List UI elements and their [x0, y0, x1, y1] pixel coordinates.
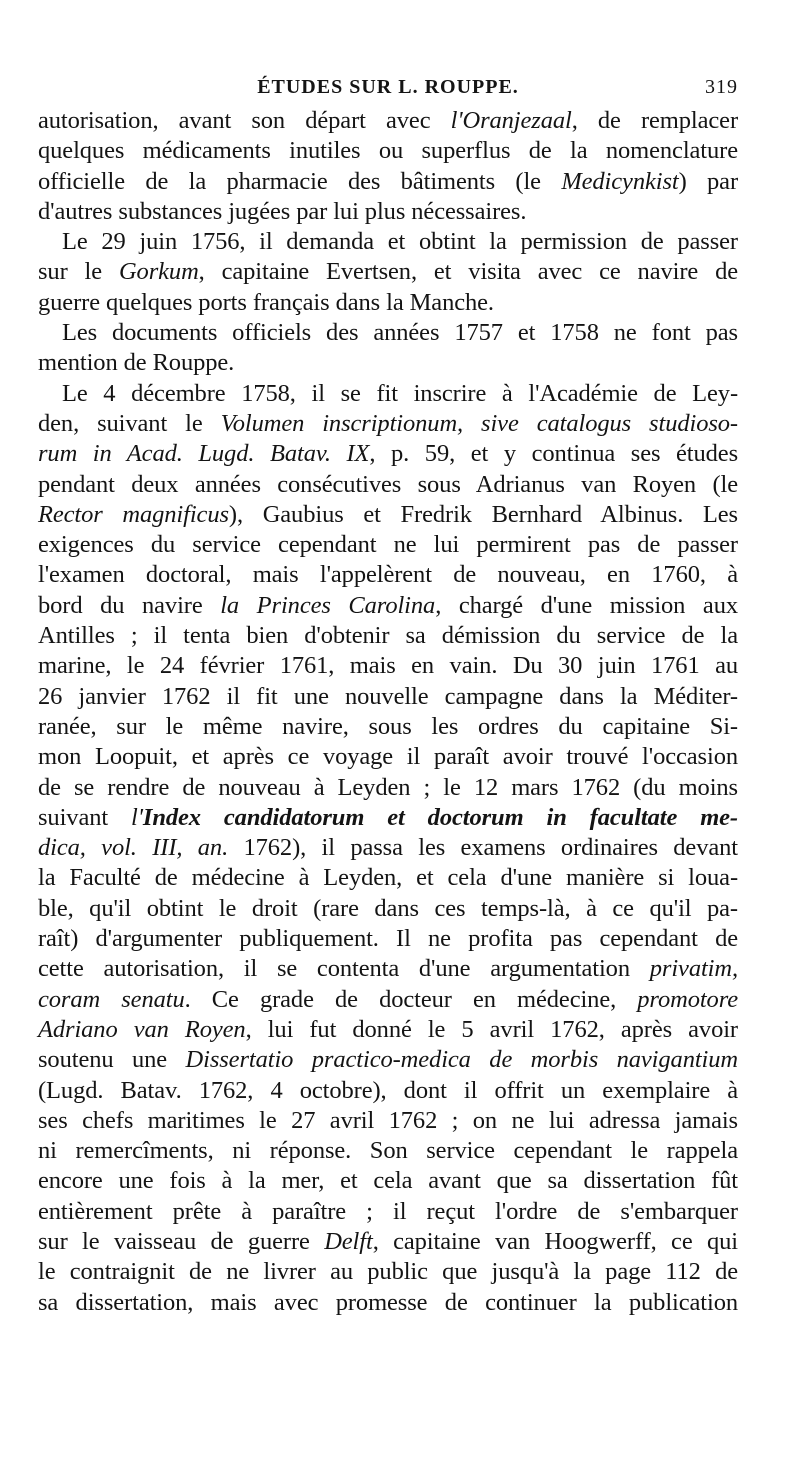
text-segment: ), Gaubius et Fredrik Bernhard Albinus. Les: [228, 500, 738, 528]
text-segment: pendant deux années consécutives sous Adrianus van Royen (le: [38, 470, 738, 498]
text-line: [38, 257, 738, 287]
text-segment: autorisation, avant son départ avec: [38, 107, 451, 134]
text-line: [38, 1076, 738, 1106]
italic-text: Dissertatio practico-medica de morbis navigantium: [185, 1046, 738, 1074]
italic-text: Rector magnificus: [38, 500, 229, 528]
text-line: [38, 1166, 738, 1196]
text-segment: raît) d'argumenter publiquement. Il ne profita pas cependant de: [38, 925, 738, 953]
text-segment: Antilles ; il tenta bien d'obtenir sa démission du service de la: [38, 622, 738, 650]
text-line: [38, 833, 738, 863]
text-line: [38, 288, 738, 318]
text-segment: , p. 59, et y continua ses études: [369, 440, 739, 468]
italic-text: promotore: [637, 985, 739, 1013]
running-head: [38, 70, 738, 106]
text-segment: ) par: [678, 167, 739, 195]
text-segment: , capitaine van Hoogwerff, ce qui: [372, 1227, 738, 1255]
text-segment: marine, le 24 février 1761, mais en vain. Du 30 juin 1761 au: [38, 652, 738, 680]
text-segment: ranée, sur le même navire, sous les ordres du capitaine Si-: [38, 712, 738, 740]
text-segment: le contraignit de ne livrer au public que jusqu'à la page 112 de: [38, 1258, 738, 1286]
text-line: [38, 773, 738, 803]
text-line: [38, 348, 738, 378]
text-line: [38, 197, 738, 227]
text-line: [38, 682, 738, 712]
book-page: [38, 70, 738, 1450]
text-segment: bord du navire: [38, 591, 221, 619]
italic-text: rum in Acad. Lugd. Batav. IX: [38, 440, 370, 468]
text-segment: . Ce grade de docteur en médecine,: [184, 985, 638, 1013]
text-segment: Le 29 juin 1756, il demanda et obtint la permission de passer: [62, 228, 738, 256]
text-line: [38, 167, 738, 197]
text-line: [38, 591, 738, 621]
text-segment: l'examen doctoral, mais l'appelèrent de nouveau, en 1760, à: [38, 561, 738, 589]
italic-text: l': [131, 803, 143, 831]
text-segment: , chargé d'une mission aux: [435, 591, 739, 619]
italic-text: coram senatu: [38, 985, 185, 1013]
text-segment: d'autres substances jugées par lui plus nécessaires.: [38, 197, 527, 225]
text-line: [38, 439, 738, 469]
text-line: [38, 379, 738, 409]
text-segment: (Lugd. Batav. 1762, 4 octobre), dont il offrit un exemplaire à: [38, 1076, 738, 1104]
text-segment: 1762), il passa les examens ordinaires devant: [228, 834, 738, 862]
text-segment: de se rendre de nouveau à Leyden ; le 12 mars 1762 (du moins: [38, 773, 738, 801]
italic-text: Gorkum: [118, 258, 199, 286]
text-segment: mention de Rouppe.: [38, 349, 235, 377]
text-line: [38, 985, 738, 1015]
text-line: [38, 1197, 738, 1227]
italic-text: privatim,: [649, 955, 738, 983]
text-segment: encore une fois à la mer, et cela avant que sa dissertation fût: [38, 1167, 738, 1195]
text-line: [38, 954, 738, 984]
text-line: [38, 1045, 738, 1075]
text-segment: den, suivant le: [38, 409, 221, 437]
text-line: [38, 500, 738, 530]
bold-italic-text: Index candidatorum et doctorum in facultate me-: [142, 803, 738, 831]
text-line: [38, 1257, 738, 1287]
text-line: [38, 863, 738, 893]
text-line: [38, 530, 738, 560]
text-segment: , de remplacer: [571, 107, 739, 134]
italic-text: Delft: [324, 1227, 373, 1255]
text-segment: soutenu une: [38, 1046, 186, 1074]
text-segment: sa dissertation, mais avec promesse de continuer la publication: [38, 1288, 738, 1316]
text-line: [38, 409, 738, 439]
text-segment: ni remercîments, ni réponse. Son service cependant le rappela: [38, 1137, 738, 1165]
italic-text: Adriano van Royen: [38, 1015, 246, 1043]
text-segment: Les documents officiels des années 1757 et 1758 ne font pas: [62, 319, 738, 347]
italic-text: l'Oranjezaal: [450, 107, 572, 134]
text-segment: Le 4 décembre 1758, il se fit inscrire à l'Académie de Ley-: [62, 379, 738, 407]
text-line: [38, 318, 738, 348]
text-line: [38, 621, 738, 651]
text-segment: guerre quelques ports français dans la Manche.: [38, 288, 494, 316]
text-line: [38, 1136, 738, 1166]
text-line: [38, 712, 738, 742]
text-line: [38, 1015, 738, 1045]
text-segment: cette autorisation, il se contenta d'une argumentation: [38, 955, 650, 983]
text-line: [38, 106, 738, 136]
text-line: [38, 1288, 738, 1318]
text-line: [38, 742, 738, 772]
text-segment: 26 janvier 1762 il fit une nouvelle campagne dans la Méditer-: [38, 682, 738, 710]
text-line: [38, 651, 738, 681]
italic-text: dica, vol. III, an.: [38, 834, 229, 862]
text-segment: mon Loopuit, et après ce voyage il paraît avoir trouvé l'occasion: [38, 743, 738, 771]
text-segment: suivant: [38, 803, 132, 831]
text-line: [38, 803, 738, 833]
text-line: [38, 1106, 738, 1136]
text-segment: officielle de la pharmacie des bâtiments (le: [38, 167, 562, 195]
text-line: [38, 470, 738, 500]
text-line: [38, 1227, 738, 1257]
italic-text: la Princes Carolina: [220, 591, 436, 619]
italic-text: Medicynkist: [561, 167, 679, 195]
text-line: [38, 136, 738, 166]
body-text: [38, 106, 738, 1318]
text-line: [38, 924, 738, 954]
text-segment: la Faculté de médecine à Leyden, et cela d'une manière si loua-: [38, 864, 738, 892]
text-segment: ble, qu'il obtint le droit (rare dans ces temps-là, à ce qu'il pa-: [38, 894, 738, 922]
text-segment: sur le: [38, 258, 119, 286]
text-segment: sur le vaisseau de guerre: [38, 1227, 325, 1255]
italic-text: Volumen inscriptionum, sive catalogus studioso-: [220, 409, 738, 437]
text-segment: quelques médicaments inutiles ou superflus de la nomenclature: [38, 137, 738, 165]
text-segment: exigences du service cependant ne lui permirent pas de passer: [38, 531, 738, 559]
page-number: 319: [705, 76, 738, 98]
running-title: ÉTUDES SUR L. ROUPPE.: [257, 76, 519, 98]
text-segment: , lui fut donné le 5 avril 1762, après avoir: [245, 1015, 738, 1043]
text-segment: , capitaine Evertsen, et visita avec ce navire de: [198, 258, 738, 286]
text-line: [38, 560, 738, 590]
text-segment: entièrement prête à paraître ; il reçut l'ordre de s'embarquer: [38, 1197, 738, 1225]
text-line: [38, 894, 738, 924]
text-segment: ses chefs maritimes le 27 avril 1762 ; on ne lui adressa jamais: [38, 1106, 738, 1134]
text-line: [38, 227, 738, 257]
